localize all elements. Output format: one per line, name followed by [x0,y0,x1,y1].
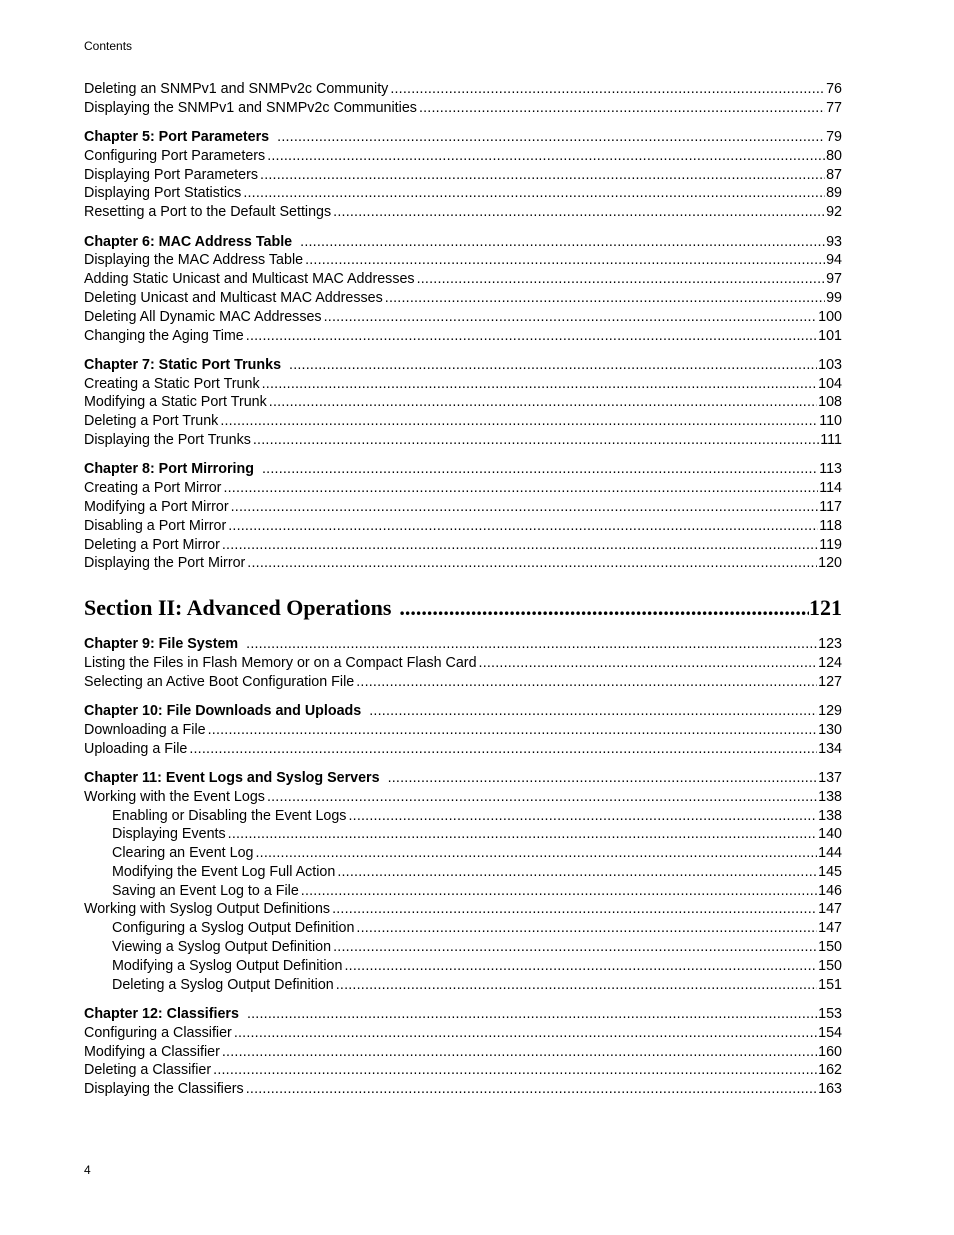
dot-leader [479,654,818,673]
entry-title: Saving an Event Log to a File [112,882,299,899]
toc-entry[interactable] [84,1024,842,1043]
toc-entry[interactable] [84,251,842,270]
entry-title: Displaying the Port Mirror [84,555,246,572]
entry-page-number: 127 [818,673,842,690]
toc-entry[interactable] [84,270,842,289]
dot-leader [305,251,825,270]
entry-title: Deleting a Port Trunk [84,413,219,430]
dot-leader [255,844,817,863]
entry-page-number: 147 [818,920,842,937]
dot-leader [213,1061,817,1080]
dot-leader [231,498,819,517]
entry-title: Modifying a Static Port Trunk [84,394,267,411]
toc-entry[interactable] [84,536,842,555]
toc-group [84,128,842,222]
toc-entry[interactable] [84,289,842,308]
entry-page-number: 138 [818,788,842,805]
toc-entry[interactable] [84,1043,842,1062]
entry-page-number: 89 [826,185,842,202]
entry-page-number: 124 [818,654,842,671]
dot-leader [301,882,817,901]
entry-page-number: 117 [819,498,842,515]
dot-leader [324,308,818,327]
entry-title: Disabling a Port Mirror [84,517,227,534]
entry-page-number: 77 [826,99,842,116]
entry-title: Modifying a Port Mirror [84,498,229,515]
entry-title: Deleting an SNMPv1 and SNMPv2c Community [84,81,389,97]
toc-entry[interactable] [84,412,842,431]
toc-group [84,702,842,758]
dot-leader [267,147,825,166]
entry-page-number: 110 [819,413,842,430]
dot-leader [333,203,825,222]
dot-leader [356,919,817,938]
entry-title: Downloading a File [84,721,206,738]
entry-page-number: 147 [818,901,842,918]
entry-title: Working with Syslog Output Definitions [84,901,331,918]
toc-section-heading[interactable] [84,593,842,623]
toc-entry[interactable] [84,654,842,673]
toc-chapter-entry[interactable] [84,233,842,252]
dot-leader [260,166,825,185]
entry-page-number: 94 [826,252,842,269]
entry-page-number: 160 [818,1043,842,1060]
toc-entry[interactable] [84,184,842,203]
entry-title: Creating a Static Port Trunk [84,375,260,392]
dot-leader [208,721,818,740]
entry-title: Displaying the Classifiers [84,1081,244,1098]
entry-page-number: 76 [826,81,842,97]
dot-leader [222,536,818,555]
toc-chapter-entry[interactable] [84,769,842,788]
toc-entry[interactable] [84,1080,842,1099]
dot-leader [300,233,825,252]
dot-leader [222,1043,817,1062]
entry-page-number: 163 [818,1081,842,1098]
entry-title: Viewing a Syslog Output Definition [112,939,332,956]
entry-title: Modifying a Classifier [84,1043,220,1060]
toc-group [84,635,842,691]
entry-title: Chapter 8: Port Mirroring [84,461,254,478]
entry-title: Configuring a Classifier [84,1024,232,1041]
entry-title: Chapter 11: Event Logs and Syslog Servers [84,769,380,786]
entry-page-number: 92 [826,204,842,221]
entry-page-number: 97 [826,271,842,288]
dot-leader [246,327,817,346]
toc-group [84,593,842,623]
toc-entry[interactable] [84,673,842,692]
dot-leader [385,289,825,308]
dot-leader [243,184,825,203]
dot-leader [289,356,817,375]
dot-leader [399,593,809,623]
toc-entry[interactable] [84,166,842,185]
entry-page-number: 129 [818,703,842,720]
dot-leader [337,863,817,882]
dot-leader [246,635,817,654]
toc-group [84,356,842,450]
entry-title: Adding Static Unicast and Multicast MAC Addresses [84,271,415,288]
entry-title: Displaying Port Parameters [84,166,259,183]
toc-entry[interactable] [84,825,842,844]
dot-leader [332,900,817,919]
toc-entry[interactable] [84,900,842,919]
entry-page-number: 120 [818,555,842,572]
entry-title: Displaying Port Statistics [84,185,242,202]
entry-title: Configuring a Syslog Output Definition [112,920,355,937]
section-title: Section II: Advanced Operations [84,595,392,621]
entry-title: Chapter 6: MAC Address Table [84,233,293,250]
dot-leader [336,976,817,995]
entry-title: Chapter 10: File Downloads and Uploads [84,703,362,720]
entry-page-number: 146 [818,882,842,899]
toc-entry[interactable] [84,479,842,498]
entry-page-number: 150 [818,939,842,956]
entry-title: Selecting an Active Boot Configuration File [84,673,355,690]
dot-leader [348,807,817,826]
toc-entry[interactable] [84,788,842,807]
toc-entry[interactable] [84,1061,842,1080]
table-of-contents [84,80,842,1109]
dot-leader [246,1080,817,1099]
toc-entry[interactable] [84,957,842,976]
entry-page-number: 80 [826,147,842,164]
toc-entry[interactable] [84,882,842,901]
entry-page-number: 108 [818,394,842,411]
entry-title: Uploading a File [84,740,188,757]
entry-title: Configuring Port Parameters [84,147,266,164]
entry-page-number: 87 [826,166,842,183]
toc-entry[interactable] [84,308,842,327]
dot-leader [189,740,817,759]
page-number: 4 [84,1163,91,1177]
dot-leader [390,80,825,99]
entry-page-number: 123 [818,636,842,653]
toc-entry[interactable] [84,740,842,759]
dot-leader [220,412,818,431]
dot-leader [267,788,817,807]
toc-entry[interactable] [84,721,842,740]
dot-leader [247,1005,817,1024]
toc-entry[interactable] [84,807,842,826]
toc-entry[interactable] [84,147,842,166]
entry-title: Displaying the MAC Address Table [84,252,304,269]
entry-title: Modifying a Syslog Output Definition [112,957,343,974]
entry-title: Displaying Events [112,826,226,843]
entry-page-number: 111 [820,432,842,449]
toc-chapter-entry[interactable] [84,460,842,479]
entry-title: Modifying the Event Log Full Action [112,863,336,880]
toc-chapter-entry[interactable] [84,128,842,147]
entry-page-number: 114 [819,480,842,497]
dot-leader [228,825,818,844]
toc-entry[interactable] [84,80,842,99]
dot-leader [228,517,818,536]
entry-title: Deleting a Classifier [84,1062,212,1079]
entry-page-number: 118 [819,517,842,534]
entry-title: Listing the Files in Flash Memory or on a Compact Flash Card [84,654,477,671]
toc-group [84,769,842,995]
dot-leader [262,460,818,479]
dot-leader [269,393,817,412]
entry-title: Changing the Aging Time [84,327,244,344]
toc-entry[interactable] [84,431,842,450]
toc-entry[interactable] [84,863,842,882]
toc-group [84,460,842,573]
dot-leader [356,673,817,692]
toc-chapter-entry[interactable] [84,702,842,721]
entry-title: Clearing an Event Log [112,845,254,862]
entry-page-number: 104 [818,375,842,392]
entry-page-number: 130 [818,721,842,738]
toc-entry[interactable] [84,844,842,863]
entry-page-number: 134 [818,740,842,757]
entry-page-number: 101 [818,327,842,344]
toc-entry[interactable] [84,517,842,536]
toc-group [84,1005,842,1099]
toc-entry[interactable] [84,938,842,957]
entry-title: Deleting Unicast and Multicast MAC Addresses [84,289,383,306]
toc-entry[interactable] [84,976,842,995]
entry-title: Chapter 7: Static Port Trunks [84,356,282,373]
entry-title: Chapter 12: Classifiers [84,1005,239,1022]
dot-leader [247,554,817,573]
entry-page-number: 119 [819,536,842,553]
entry-title: Displaying the SNMPv1 and SNMPv2c Communities [84,99,417,116]
entry-title: Displaying the Port Trunks [84,432,251,449]
entry-page-number: 79 [826,129,842,146]
toc-entry[interactable] [84,393,842,412]
entry-page-number: 151 [818,976,842,993]
entry-title: Deleting a Syslog Output Definition [112,976,334,993]
dot-leader [417,270,826,289]
toc-entry[interactable] [84,203,842,222]
dot-leader [333,938,817,957]
entry-page-number: 100 [818,308,842,325]
dot-leader [277,128,825,147]
entry-page-number: 154 [818,1024,842,1041]
toc-group [84,80,842,118]
toc-entry[interactable] [84,554,842,573]
toc-entry[interactable] [84,375,842,394]
dot-leader [344,957,817,976]
toc-chapter-entry[interactable] [84,635,842,654]
entry-title: Deleting a Port Mirror [84,536,220,553]
toc-group [84,233,842,346]
entry-page-number: 144 [818,845,842,862]
entry-title: Creating a Port Mirror [84,480,222,497]
toc-entry[interactable] [84,498,842,517]
dot-leader [369,702,817,721]
entry-page-number: 99 [826,289,842,306]
entry-page-number: 137 [818,769,842,786]
entry-title: Deleting All Dynamic MAC Addresses [84,308,322,325]
toc-entry[interactable] [84,99,842,118]
dot-leader [234,1024,817,1043]
entry-page-number: 93 [826,233,842,250]
entry-title: Chapter 9: File System [84,636,239,653]
entry-title: Resetting a Port to the Default Settings [84,204,332,221]
entry-title: Enabling or Disabling the Event Logs [112,807,347,824]
entry-page-number: 138 [818,807,842,824]
toc-entry[interactable] [84,327,842,346]
entry-page-number: 113 [819,461,842,478]
toc-chapter-entry[interactable] [84,356,842,375]
entry-page-number: 103 [818,356,842,373]
dot-leader [388,769,818,788]
entry-page-number: 162 [818,1062,842,1079]
entry-page-number: 145 [818,863,842,880]
section-page-number: 121 [809,595,842,621]
toc-entry[interactable] [84,919,842,938]
running-header: Contents [84,39,133,53]
entry-page-number: 140 [818,826,842,843]
toc-chapter-entry[interactable] [84,1005,842,1024]
dot-leader [223,479,818,498]
dot-leader [253,431,819,450]
entry-title: Chapter 5: Port Parameters [84,129,270,146]
entry-title: Working with the Event Logs [84,788,265,805]
entry-page-number: 150 [818,957,842,974]
entry-page-number: 153 [818,1005,842,1022]
dot-leader [262,375,818,394]
dot-leader [419,99,825,118]
